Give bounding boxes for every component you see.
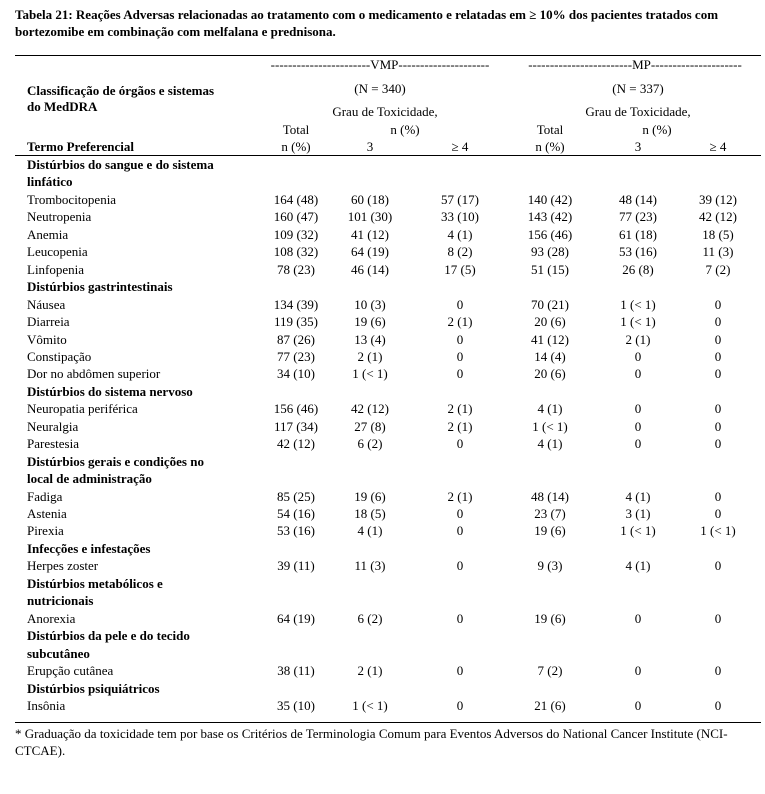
value-cell: 9 (3) [537,558,563,574]
footnote: * Graduação da toxicidade tem por base os Critérios de Terminologia Comum para Eventos Adversos do National Cancer Institute (NCI-CTCAE). [15,726,728,758]
value-cell: 70 (21) [531,296,569,312]
value-cell: 93 (28) [531,244,569,260]
category-heading: Distúrbios do sangue e do sistema [27,157,214,172]
value-cell: 4 (1) [537,436,563,452]
value-cell: 14 (4) [534,348,566,364]
value-cell: 0 [456,558,464,574]
category-heading: Distúrbios do sistema nervoso [27,383,193,399]
value-cell: 64 (19) [351,244,389,260]
value-cell: 42 (12) [277,436,315,452]
value-cell: 108 (32) [273,244,319,260]
value-cell: 46 (14) [351,261,389,277]
value-cell: 0 [714,436,722,452]
value-cell: 0 [714,488,722,504]
term-cell: Anemia [27,226,69,242]
value-cell: 0 [456,610,464,626]
value-cell: 53 (16) [619,244,657,260]
value-cell: 1 (< 1) [620,296,656,312]
value-cell: 109 (32) [273,226,319,242]
category-heading: linfático [27,174,73,190]
value-cell: 0 [634,610,642,626]
value-cell: 140 (42) [527,191,573,207]
value-cell: 4 (1) [625,488,651,504]
value-cell: 0 [714,558,722,574]
vmp-grade-4: ≥ 4 [451,139,469,154]
value-cell: 18 (5) [354,506,386,521]
vmp-grade-3: 3 [366,139,374,154]
class-label-line-2: do MedDRA [27,99,98,114]
value-cell: 0 [714,296,722,312]
value-cell: 164 (48) [273,191,319,207]
term-cell: Trombocitopenia [27,191,117,207]
category-heading: Distúrbios psiquiátricos [27,680,160,696]
value-cell: 2 (1) [447,401,473,417]
category-heading: Infecções e infestações [27,540,151,556]
value-cell: 77 (23) [277,348,315,364]
value-cell: 39 (11) [277,558,315,574]
value-cell: 2 (1) [625,331,651,347]
value-cell: 54 (16) [277,506,315,521]
value-cell: 0 [634,418,642,434]
value-cell: 0 [714,697,722,713]
value-cell: 20 (6) [534,314,566,330]
value-cell: 60 (18) [351,191,389,207]
value-cell: 156 (46) [273,401,319,417]
value-cell: 7 (2) [537,663,563,679]
mp-group-label: ------------------------MP--------------------- [528,57,742,72]
vmp-total-label: Total [282,122,310,137]
value-cell: 87 (26) [277,331,315,347]
value-cell: 156 (46) [527,226,573,242]
value-cell: 2 (1) [447,488,473,504]
term-cell: Insônia [27,697,66,713]
bottom-rule [15,722,761,723]
value-cell: 160 (47) [273,209,319,225]
value-cell: 42 (12) [351,401,389,417]
value-cell: 2 (1) [447,418,473,434]
category-heading: Distúrbios gerais e condições no [27,453,204,469]
mp-grade-4: ≥ 4 [709,139,727,154]
category-heading: Distúrbios gastrintestinais [27,279,173,295]
term-label: Termo Preferencial [27,139,134,154]
mp-grade-unit: n (%) [642,122,672,137]
vmp-grade-unit: n (%) [390,122,420,137]
value-cell: 1 (< 1) [352,697,388,713]
value-cell: 2 (1) [447,314,473,330]
value-cell: 0 [714,401,722,417]
term-cell: Astenia [27,506,67,521]
value-cell: 33 (10) [441,209,479,225]
value-cell: 0 [714,348,722,364]
value-cell: 19 (6) [354,314,386,330]
value-cell: 101 (30) [347,209,393,225]
value-cell: 41 (12) [531,331,569,347]
value-cell: 0 [714,331,722,347]
value-cell: 143 (42) [527,209,573,225]
value-cell: 0 [456,348,464,364]
value-cell: 78 (23) [277,261,315,277]
value-cell: 117 (34) [274,418,318,434]
value-cell: 17 (5) [444,261,476,277]
value-cell: 19 (6) [534,610,566,626]
term-cell: Leucopenia [27,244,88,260]
value-cell: 61 (18) [619,226,657,242]
value-cell: 0 [714,663,722,679]
value-cell: 38 (11) [277,663,315,679]
category-heading: subcutâneo [27,645,90,661]
value-cell: 0 [634,663,642,679]
term-cell: Fadiga [27,488,63,504]
term-cell: Neutropenia [27,209,92,225]
term-cell: Pirexia [27,523,64,539]
value-cell: 0 [456,523,464,539]
term-cell: Neuralgia [27,418,79,434]
value-cell: 48 (14) [531,488,569,504]
value-cell: 0 [456,331,464,347]
term-cell: Diarreia [27,314,70,330]
value-cell: 6 (2) [357,436,383,452]
value-cell: 0 [634,697,642,713]
value-cell: 3 (1) [625,506,651,521]
value-cell: 0 [456,436,464,452]
term-cell: Anorexia [27,610,76,626]
value-cell: 20 (6) [534,366,566,382]
term-cell: Náusea [27,296,66,312]
vmp-grade-label: Grau de Toxicidade, [332,104,438,119]
value-cell: 26 (8) [622,261,654,277]
mp-grade-3: 3 [634,139,642,154]
value-cell: 0 [714,418,722,434]
value-cell: 27 (8) [354,418,386,434]
class-label-line-1: Classificação de órgãos e sistemas [27,83,215,98]
value-cell: 2 (1) [357,663,383,679]
value-cell: 4 (1) [447,226,473,242]
value-cell: 53 (16) [277,523,315,539]
value-cell: 0 [634,401,642,417]
value-cell: 0 [634,436,642,452]
value-cell: 34 (10) [277,366,315,382]
value-cell: 77 (23) [619,209,657,225]
value-cell: 0 [456,663,464,679]
mp-n: (N = 337) [612,81,664,96]
term-cell: Constipação [27,348,92,364]
value-cell: 4 (1) [357,523,383,539]
value-cell: 0 [634,348,642,364]
value-cell: 7 (2) [705,261,731,277]
value-cell: 2 (1) [357,348,383,364]
value-cell: 119 (35) [274,314,318,330]
value-cell: 0 [714,506,722,521]
value-cell: 4 (1) [537,401,563,417]
value-cell: 0 [456,296,464,312]
value-cell: 23 (7) [534,506,566,521]
value-cell: 1 (< 1) [532,418,568,434]
category-heading: Distúrbios da pele e do tecido [27,628,190,644]
value-cell: 11 (3) [702,244,734,260]
value-cell: 11 (3) [354,558,386,574]
mp-total-label: Total [536,122,564,137]
value-cell: 57 (17) [441,191,479,207]
term-cell: Parestesia [27,436,79,452]
value-cell: 35 (10) [277,697,315,713]
value-cell: 4 (1) [625,558,651,574]
term-cell: Herpes zoster [27,558,99,574]
value-cell: 1 (< 1) [620,523,656,539]
table-title: Tabela 21: Reações Adversas relacionadas ao tratamento com o medicamento e relatadas em ≥ 10% dos pacientes tratados com bortezomibe em combinação com melfalana e prednisona. [15,7,719,39]
value-cell: 21 (6) [534,697,566,713]
value-cell: 0 [714,610,722,626]
term-cell: Neuropatia periférica [27,401,138,417]
value-cell: 0 [456,366,464,382]
term-cell: Erupção cutânea [27,663,114,679]
value-cell: 0 [634,366,642,382]
value-cell: 85 (25) [277,488,315,504]
value-cell: 1 (< 1) [352,366,388,382]
vmp-total-unit: n (%) [281,139,311,154]
vmp-group-label: -----------------------VMP--------------------- [270,57,490,72]
value-cell: 1 (< 1) [700,523,736,539]
value-cell: 6 (2) [357,610,383,626]
vmp-n: (N = 340) [354,81,406,96]
value-cell: 51 (15) [531,261,569,277]
value-cell: 0 [456,697,464,713]
value-cell: 0 [714,314,722,330]
value-cell: 42 (12) [699,209,737,225]
value-cell: 48 (14) [619,191,657,207]
mp-grade-label: Grau de Toxicidade, [585,104,691,119]
value-cell: 134 (39) [273,296,319,312]
category-heading: local de administração [27,471,152,487]
term-cell: Linfopenia [27,261,85,277]
value-cell: 19 (6) [354,488,386,504]
value-cell: 0 [456,506,464,521]
value-cell: 1 (< 1) [620,314,656,330]
value-cell: 41 (12) [351,226,389,242]
value-cell: 10 (3) [354,296,386,312]
category-heading: nutricionais [27,593,94,609]
category-heading: Distúrbios metabólicos e [27,575,163,591]
value-cell: 18 (5) [702,226,734,242]
term-cell: Dor no abdômen superior [27,366,161,382]
value-cell: 13 (4) [354,331,386,347]
value-cell: 0 [714,366,722,382]
value-cell: 39 (12) [699,191,737,207]
mp-total-unit: n (%) [535,139,565,154]
term-cell: Vômito [27,331,67,347]
value-cell: 8 (2) [447,244,473,260]
value-cell: 64 (19) [277,610,315,626]
value-cell: 19 (6) [534,523,566,539]
